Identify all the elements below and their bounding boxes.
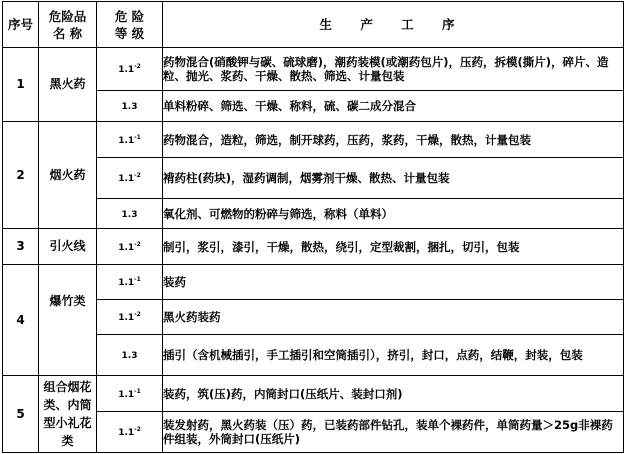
hazard-level-value: 1.3 bbox=[121, 209, 138, 220]
process-text: 单料粉碎、筛选、干燥、称料，硫、碳二成分混合 bbox=[163, 91, 624, 122]
table-row bbox=[3, 91, 624, 122]
product-name: 引火线 bbox=[39, 229, 97, 265]
table-row bbox=[3, 229, 624, 265]
table-row bbox=[3, 376, 624, 412]
process-cell bbox=[163, 48, 624, 91]
header-no: 序号 bbox=[3, 2, 39, 48]
hazard-level-sup: -1 bbox=[134, 276, 141, 283]
hazard-level bbox=[97, 412, 163, 453]
hazard-level-sup: -2 bbox=[134, 311, 141, 318]
hazard-level-value: 1.1 bbox=[118, 65, 135, 75]
header-level: 危 险 等 级 bbox=[97, 2, 163, 48]
header-process: 生 产 工 序 bbox=[163, 2, 624, 48]
hazard-level-value: 1.1 bbox=[118, 389, 135, 400]
hazard-level bbox=[97, 199, 163, 229]
hazard-level bbox=[97, 300, 163, 335]
hazard-level-value: 1.3 bbox=[121, 102, 138, 112]
hazard-level bbox=[97, 335, 163, 376]
product-name: 黑火药 bbox=[39, 48, 97, 122]
process-table bbox=[2, 1, 624, 453]
process-text: 插引（含机械插引，手工插引和空筒插引），挤引，封口，点药，结鞭，封装，包装 bbox=[163, 335, 624, 376]
product-name: 爆竹类 bbox=[39, 265, 97, 376]
hazard-level bbox=[97, 158, 163, 199]
hazard-level-value: 1.1 bbox=[118, 278, 135, 288]
hazard-level-value: 1.1 bbox=[118, 428, 135, 438]
hazard-level-sup: -2 bbox=[134, 240, 141, 248]
process-text: 黑火药装药 bbox=[163, 300, 624, 335]
row-number: 2 bbox=[3, 122, 39, 229]
row-number: 4 bbox=[3, 265, 39, 376]
product-name: 烟火药 bbox=[39, 122, 97, 229]
table-row bbox=[3, 199, 624, 229]
hazard-level-value: 1.1 bbox=[118, 313, 135, 323]
process-text: 制引，浆引，漆引，干燥，散热，绕引，定型裁割，捆扎，切引，包装 bbox=[163, 229, 624, 265]
hazard-level-sup: -2 bbox=[134, 172, 141, 179]
process-cell bbox=[163, 412, 624, 453]
process-text: 装药，筑(压)药，内筒封口(压纸片、装封口剂) bbox=[163, 376, 624, 412]
table-row bbox=[3, 300, 624, 335]
table-row bbox=[3, 412, 624, 453]
hazard-level bbox=[97, 122, 163, 158]
process-text: 氧化剂、可燃物的粉碎与筛选，称料（单料） bbox=[163, 199, 624, 229]
hazard-level-value: 1.1 bbox=[118, 174, 135, 184]
hazard-level-sup: -2 bbox=[134, 426, 141, 433]
table-row bbox=[3, 122, 624, 158]
process-text: 褙药柱(药块)，湿药调制，烟雾剂干燥、散热、计量包装 bbox=[163, 158, 624, 199]
table-row bbox=[3, 265, 624, 300]
product-name: 组合烟花类、内筒型小礼花类 bbox=[39, 376, 97, 453]
header-row bbox=[3, 2, 624, 48]
process-text: 装发射药，黑火药装（压）药，已装药部件钻孔，装单个裸药件，单筒药量＞25g非裸药件组装，外筒封口(压纸片) bbox=[163, 418, 613, 446]
row-number: 3 bbox=[3, 229, 39, 265]
hazard-level-sup: -1 bbox=[134, 387, 141, 395]
process-text: 药物混合(硝酸钾与碳、硫球磨)，潮药装模(或潮药包片)，压药，拆模(撕片)，碎片、造粒、抛光、浆药、干燥、散热、筛选、计量包装 bbox=[163, 55, 609, 83]
hazard-level bbox=[97, 265, 163, 300]
process-text: 装药 bbox=[163, 265, 624, 300]
table-row bbox=[3, 158, 624, 199]
table-row bbox=[3, 335, 624, 376]
process-text: 药物混合，造粒，筛选，制开球药，压药，浆药，干燥，散热，计量包装 bbox=[163, 122, 624, 158]
hazard-level-value: 1.3 bbox=[121, 351, 138, 361]
hazard-level-value: 1.1 bbox=[118, 135, 135, 146]
hazard-level-sup: -2 bbox=[134, 63, 141, 70]
hazard-level bbox=[97, 91, 163, 122]
row-number: 1 bbox=[3, 48, 39, 122]
row-number: 5 bbox=[3, 376, 39, 453]
hazard-level-sup: -1 bbox=[134, 133, 141, 141]
hazard-level bbox=[97, 48, 163, 91]
hazard-level bbox=[97, 376, 163, 412]
hazard-level-value: 1.1 bbox=[118, 242, 135, 253]
header-name: 危险品 名 称 bbox=[39, 2, 97, 48]
hazard-level bbox=[97, 229, 163, 265]
table-row bbox=[3, 48, 624, 91]
